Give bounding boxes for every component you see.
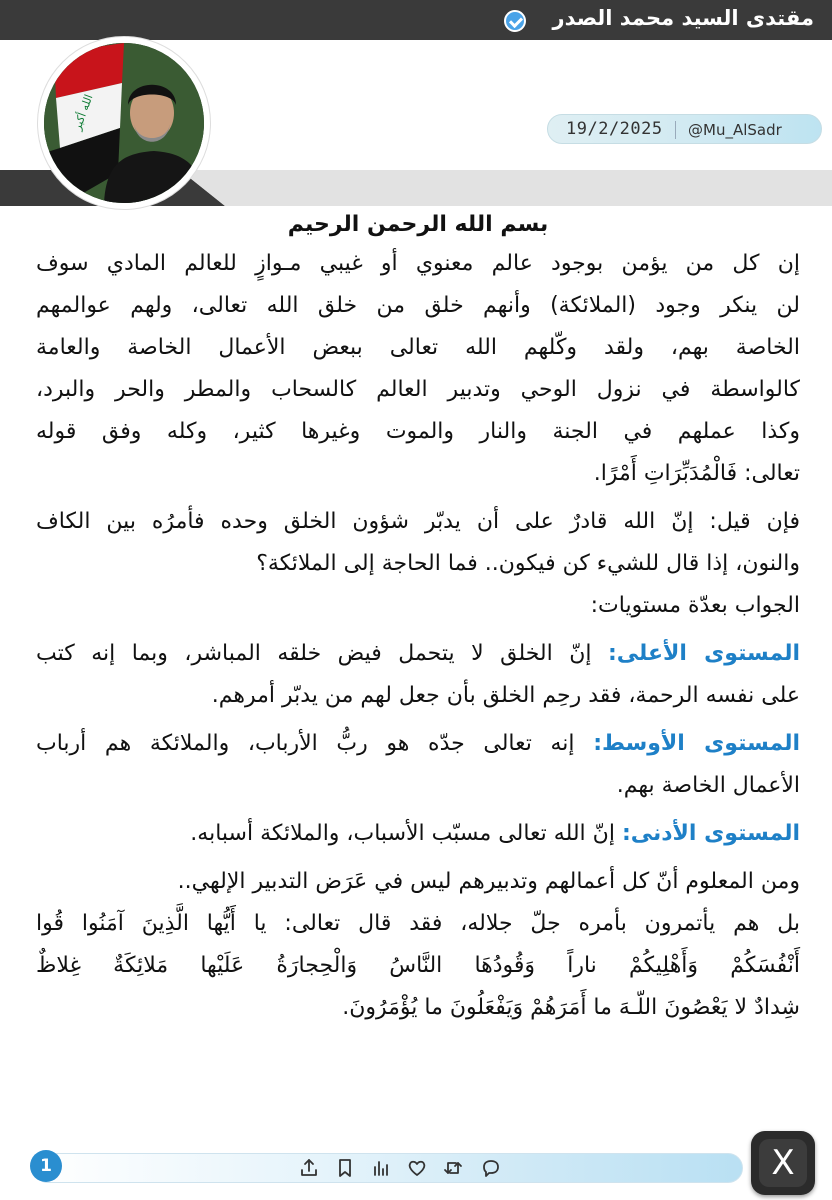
level-line (36, 723, 800, 765)
svg-text:الله أكبر: الله أكبر (70, 92, 96, 133)
paragraph-line: الخاصة بهم، ولقد وكّلهم الله تعالى ببعض الأعمال الخاصة والعامة (36, 335, 800, 360)
verified-badge-icon (504, 10, 526, 32)
paragraph-line: الجواب بعدّة مستويات: (590, 593, 800, 618)
paragraph-line: لن ينكر وجود (الملائكة) وأنهم خلق من خلق الله تعالى، ولهم عوالمهم (36, 293, 800, 318)
account-name[interactable]: مقتدى السيد محمد الصدر (552, 6, 814, 30)
level-label-middle: المستوى الأوسط: (593, 731, 801, 756)
paragraph-line: إن كل من يؤمن بوجود عالم معنوي أو غيبي مـوازٍ للعالم المادي سوف (36, 251, 800, 276)
paragraph-line: وكذا عملهم في الجنة والنار والموت وغيرها كثير، وكله وفق قوله (36, 419, 800, 444)
level-label-highest: المستوى الأعلى: (607, 641, 800, 666)
paragraph-line: تعالى: فَالْمُدَبِّرَاتِ أَمْرًا. (593, 461, 800, 486)
header-bar (0, 0, 832, 40)
like-icon[interactable] (406, 1157, 428, 1179)
closing-line: بل هم يأتمرون بأمره جلّ جلاله، فقد قال تعالى: يا أَيُّها الَّذِينَ آمَنُوا قُوا (36, 911, 800, 936)
paragraph-line: كالواسطة في نزول الوحي وتدبير العالم كالسحاب والمطر والحر والبرد، (36, 377, 800, 402)
level-text: إنّ الخلق لا يتحمل فيض خلقه المباشر، وبما إنه كتب (36, 641, 608, 666)
page-number-badge: 1 (30, 1150, 62, 1182)
x-logo (751, 1131, 815, 1195)
post-body (36, 212, 800, 1029)
closing-line: أَنْفُسَكُمْ وَأَهْلِيكُمْ ناراً وَقُودُهَا النَّاسُ وَالْحِجارَةُ عَلَيْها مَلائِكَةٌ غِلاظٌ (36, 953, 800, 978)
post-date: 19/2/2025 (566, 119, 663, 139)
avatar-frame (38, 37, 210, 209)
repost-icon[interactable] (442, 1157, 464, 1179)
paragraph-line: فإن قيل: إنّ الله قادرٌ على أن يدبّر شؤون الخلق وحده فأمرُه بين الكاف (36, 509, 800, 534)
level-label-lowest: المستوى الأدنى: (621, 821, 800, 846)
closing-line: شِدادٌ لا يَعْصُونَ اللّـهَ ما أَمَرَهُمْ وَيَفْعَلُونَ ما يُؤْمَرُونَ. (342, 995, 800, 1020)
x-logo-icon: X (759, 1139, 807, 1187)
level-line: على نفسه الرحمة، فقد رحِم الخلق بأن جعل لهم من يدبّر أمرهم. (211, 683, 800, 708)
level-line (36, 813, 800, 855)
level-text: إنّ الله تعالى مسبّب الأسباب، والملائكة أسبابه. (190, 821, 622, 846)
views-icon[interactable] (370, 1157, 392, 1179)
meta-divider (675, 121, 676, 139)
share-icon[interactable] (298, 1157, 320, 1179)
level-line: الأعمال الخاصة بهم. (616, 773, 800, 798)
reply-icon[interactable] (480, 1157, 502, 1179)
bookmark-icon[interactable] (334, 1157, 356, 1179)
account-handle[interactable]: @Mu_AlSadr (688, 121, 782, 139)
level-text: إنه تعالى جدّه هو ربُّ الأرباب، والملائكة هم أرباب (36, 731, 594, 756)
closing-line: ومن المعلوم أنّ كل أعمالهم وتدبيرهم ليس في عَرَض التدبير الإلهي.. (177, 869, 800, 894)
paragraph-line: والنون، إذا قال للشيء كن فيكون.. فما الحاجة إلى الملائكة؟ (256, 551, 800, 576)
post-meta (547, 114, 822, 144)
post-title: بسم الله الرحمن الرحيم (287, 212, 549, 237)
avatar[interactable] (44, 43, 204, 203)
level-line (36, 633, 800, 675)
